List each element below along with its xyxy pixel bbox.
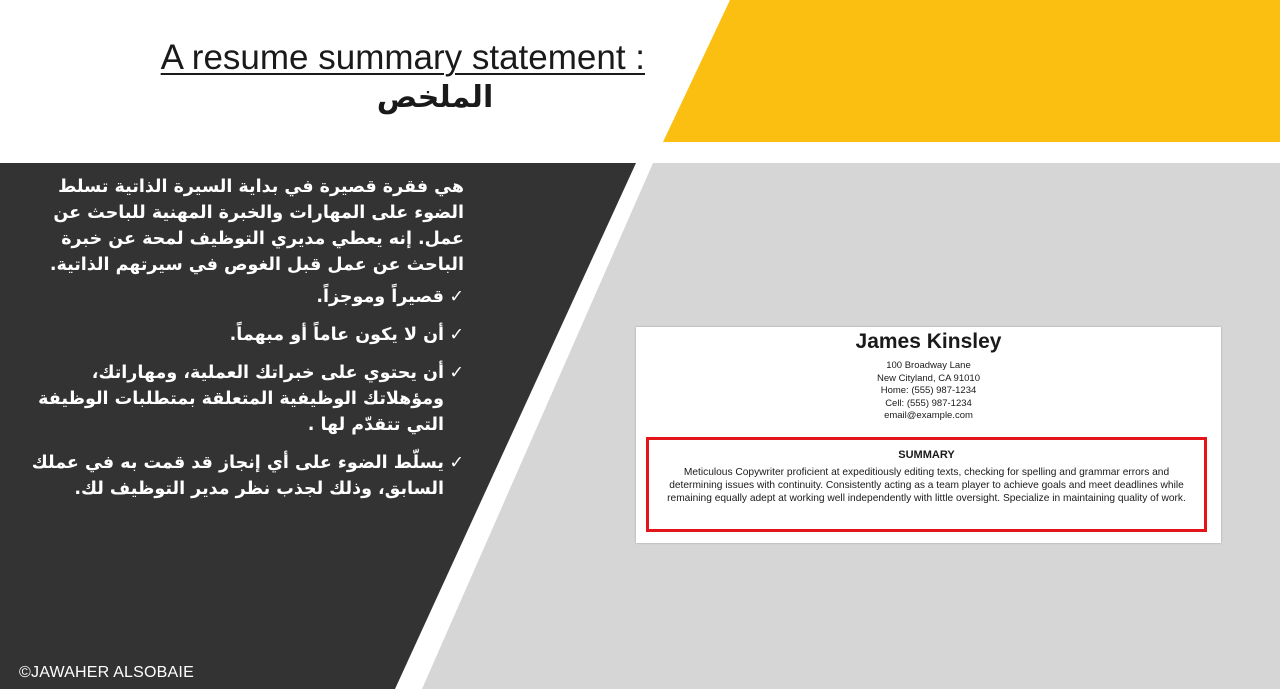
copyright-footer: ©JAWAHER ALSOBAIE xyxy=(19,664,194,681)
check-icon: ✓ xyxy=(449,453,464,473)
description-panel xyxy=(14,174,464,514)
resume-contact-block xyxy=(636,360,1221,423)
yellow-banner-shape xyxy=(663,0,1280,142)
title-arabic: الملخص xyxy=(376,80,494,115)
check-icon: ✓ xyxy=(449,287,464,307)
resume-cell-phone: Cell: (555) 987-1234 xyxy=(885,397,972,409)
list-item xyxy=(14,360,464,438)
resume-sample-image xyxy=(636,327,1221,543)
tip-text: قصيراً وموجزاً. xyxy=(316,287,444,307)
tip-text: أن لا يكون عاماً أو مبهماً. xyxy=(229,325,444,345)
summary-highlight-box xyxy=(646,437,1207,532)
list-item xyxy=(14,284,464,310)
slide-title xyxy=(60,38,645,118)
summary-text: Meticulous Copywriter proficient at expeditiously editing texts, checking for spelling and grammar errors and determining issues with continuity. Consistently acting as a team player to achieve goals and meet deadlines while remaining equally adept at working well independently with little oversight. Specialize in maintaining quality of work. xyxy=(667,467,1186,504)
resume-name: James Kinsley xyxy=(855,330,1002,353)
intro-paragraph: هي فقرة قصيرة في بداية السيرة الذاتية تسلط الضوء على المهارات والخبرة المهنية للباحث عن عمل. إنه يعطي مديري التوظيف لمحة عن خبرة الباحث عن عمل قبل الغوص في سيرتهم الذاتية. xyxy=(49,177,464,275)
check-icon: ✓ xyxy=(449,325,464,345)
tips-list xyxy=(14,284,464,502)
check-icon: ✓ xyxy=(449,363,464,383)
tip-text: يسلّط الضوء على أي إنجاز قد قمت به في عملك السابق، وذلك لجذب نظر مدير التوظيف لك. xyxy=(31,453,444,499)
resume-address: 100 Broadway Lane xyxy=(886,360,971,371)
resume-city: New Cityland, CA 91010 xyxy=(877,372,980,384)
list-item xyxy=(14,450,464,502)
list-item xyxy=(14,322,464,348)
summary-heading: SUMMARY xyxy=(898,449,955,461)
resume-email: email@example.com xyxy=(884,410,973,422)
title-english: A resume summary statement : xyxy=(160,38,645,77)
tip-text: أن يحتوي على خبراتك العملية، ومهاراتك، ومؤهلاتك الوظيفية المتعلقة بمتطلبات الوظيفة التي تتقدّم لها . xyxy=(38,363,444,435)
resume-home-phone: Home: (555) 987-1234 xyxy=(880,385,977,397)
